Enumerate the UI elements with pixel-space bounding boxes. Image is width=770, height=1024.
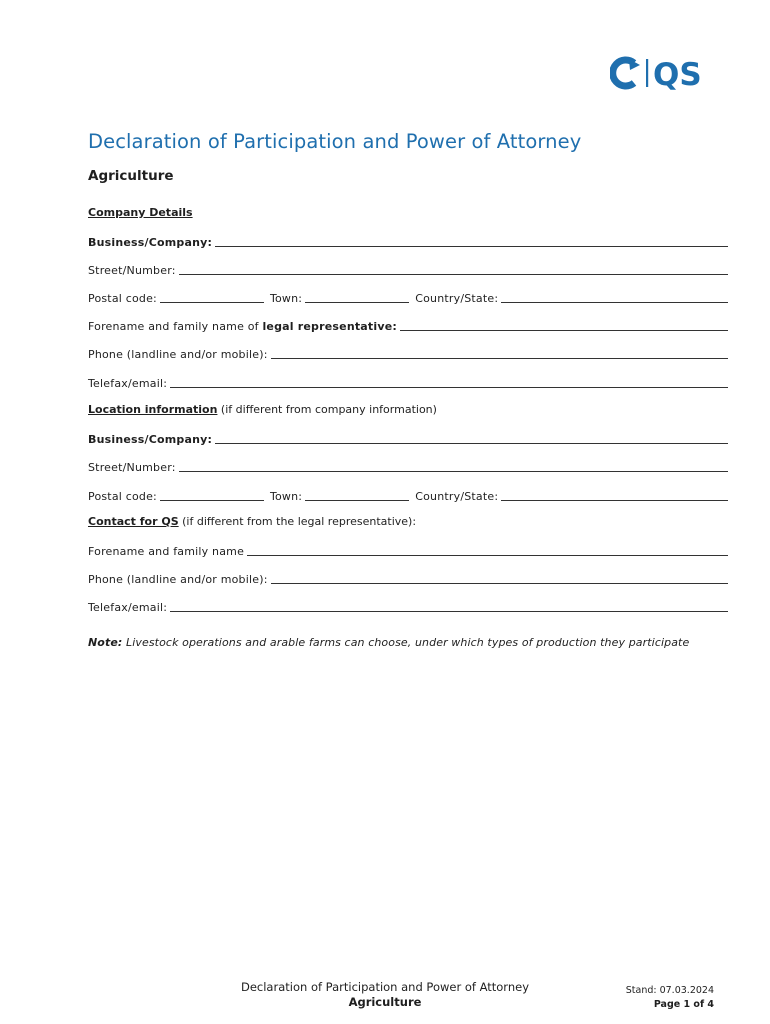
contact-name-label: Forename and family name [88,545,245,558]
company-postal-field[interactable] [160,301,264,303]
company-rep-label-prefix: Forename and family name of [88,320,263,333]
contact-phone-label: Phone (landline and/or mobile): [88,573,268,586]
company-address-row [88,289,728,305]
company-rep-label [88,320,400,333]
location-street-label: Street/Number: [88,461,176,474]
company-street-row [88,261,728,277]
company-phone-label: Phone (landline and/or mobile): [88,348,268,361]
location-street-row [88,458,728,474]
company-phone-row [88,345,728,361]
footer-page-number: Page 1 of 4 [653,999,714,1010]
location-postal-field[interactable] [160,499,264,501]
company-rep-field[interactable] [400,329,728,331]
contact-name-row [88,542,728,558]
location-heading [88,403,437,416]
company-business-row [88,233,728,249]
contact-telefax-field[interactable] [170,610,728,612]
document-subtitle: Agriculture [88,168,174,184]
footer-title: Declaration of Participation and Power of Attorney [240,980,529,994]
location-address-row [88,487,728,503]
location-business-label: Business/Company: [88,433,213,446]
company-country-label: Country/State: [415,292,499,305]
location-business-field[interactable] [215,442,728,444]
contact-heading [88,515,416,528]
contact-telefax-label: Telefax/email: [88,601,168,614]
company-town-field[interactable] [305,301,409,303]
company-street-label: Street/Number: [88,264,176,277]
company-postal-label: Postal code: [88,292,157,305]
company-phone-field[interactable] [271,357,728,359]
location-heading-note: (if different from company information) [217,403,437,416]
company-telefax-label: Telefax/email: [88,377,168,390]
company-business-label: Business/Company: [88,236,213,249]
location-country-field[interactable] [501,499,728,501]
footer-title-block [200,980,570,1010]
company-rep-row [88,317,728,333]
contact-heading-note: (if different from the legal representative): [178,515,417,528]
company-details-title: Company Details [88,206,193,219]
note-label: Note: [88,636,123,649]
location-town-label: Town: [269,490,303,503]
contact-name-field[interactable] [247,554,728,556]
location-country-label: Country/State: [415,490,499,503]
contact-phone-row [88,570,728,586]
footer-meta [590,984,714,1012]
qs-logo [610,56,716,90]
document-title: Declaration of Participation and Power of Attorney [88,130,582,153]
company-details-heading [88,206,193,219]
company-telefax-field[interactable] [170,386,728,388]
company-street-field[interactable] [179,273,728,275]
company-rep-label-bold: legal representative: [262,320,397,333]
company-telefax-row [88,374,728,390]
location-street-field[interactable] [179,470,728,472]
location-heading-title: Location information [88,403,218,416]
location-postal-label: Postal code: [88,490,157,503]
company-town-label: Town: [269,292,303,305]
footer-stand: Stand: 07.03.2024 [625,985,714,996]
logo-text: QS [653,57,702,90]
contact-heading-title: Contact for QS [88,515,179,528]
participation-note [88,636,689,649]
contact-phone-field[interactable] [271,582,728,584]
footer-subtitle: Agriculture [348,995,422,1009]
company-business-field[interactable] [215,245,728,247]
note-text: Livestock operations and arable farms can choose, under which types of production they participate [122,636,690,649]
company-country-field[interactable] [501,301,728,303]
contact-telefax-row [88,598,728,614]
location-business-row [88,430,728,446]
location-town-field[interactable] [305,499,409,501]
